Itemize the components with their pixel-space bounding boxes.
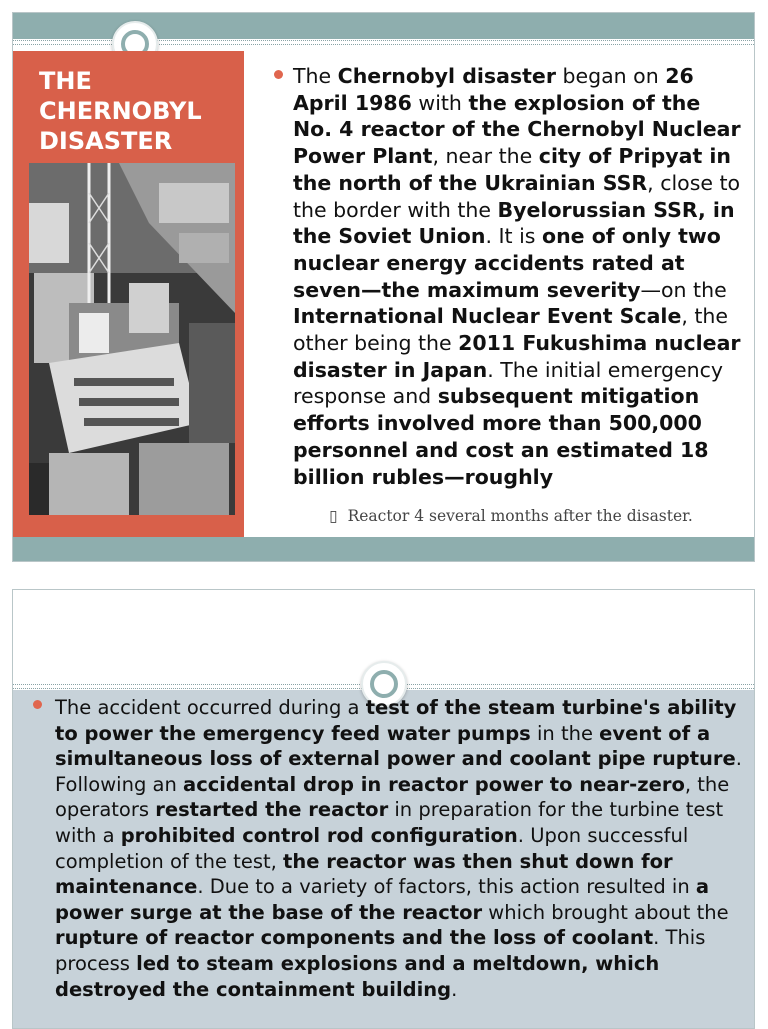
- bold-text-run: Byelorussian SSR, in the Soviet Union: [293, 197, 735, 249]
- text-run: The: [293, 64, 338, 88]
- text-run: began on: [555, 64, 666, 88]
- bold-text-run: subsequent mitigation efforts involved more than 500,000 personnel and cost an estimated 18 billion rubles—roughly: [293, 384, 709, 489]
- text-run: The accident occurred during a: [55, 696, 366, 719]
- bold-text-run: test of the steam turbine's ability to power the emergency feed water pumps: [55, 696, 737, 745]
- bold-text-run: International Nuclear Event Scale: [293, 304, 682, 329]
- photo-caption: [311, 505, 711, 527]
- bullet-dot-icon: [274, 70, 283, 79]
- bullet-dot-icon: [33, 700, 42, 709]
- bold-text-run: led to steam explosions and a meltdown, which destroyed the containment building: [55, 951, 660, 1001]
- image-placeholder-icon: ▯: [329, 507, 338, 525]
- bold-text-run: the reactor was then shut down for maintenance: [55, 849, 673, 899]
- text-run: . Following an: [55, 747, 742, 796]
- bold-text-run: event of a simultaneous loss of external power and coolant pipe rupture: [55, 721, 736, 771]
- photo-caption-text: Reactor 4 several months after the disaster.: [347, 507, 693, 525]
- text-run: , the operators: [55, 772, 730, 822]
- bold-text-run: a power surge at the base of the reactor: [55, 875, 710, 924]
- slide-bottom-band: [13, 537, 754, 562]
- slide-1: [12, 12, 755, 562]
- text-run: , close to the border with the: [293, 170, 741, 222]
- bold-text-run: Chernobyl disaster: [337, 64, 556, 88]
- text-run: which brought about the: [482, 900, 729, 924]
- bullet-paragraph: [55, 695, 745, 1002]
- text-run: .: [451, 977, 458, 1001]
- bold-text-run: prohibited control rod configuration: [120, 823, 518, 847]
- bold-text-run: city of Pripyat in the north of the Ukrainian SSR: [293, 144, 732, 195]
- text-run: . The initial emergency response and: [293, 357, 724, 409]
- text-run: , near the: [432, 144, 539, 169]
- text-run: in preparation for the turbine test with a: [55, 798, 724, 847]
- slide-title: THE CHERNOBYL DISASTER: [39, 67, 202, 155]
- bold-text-run: 2011 Fukushima nuclear disaster in Japan: [293, 331, 741, 382]
- bold-text-run: the explosion of the No. 4 reactor of the Chernobyl Nuclear Power Plant: [293, 90, 741, 169]
- bold-text-run: one of only two nuclear energy accidents rated at seven—the maximum severity: [293, 224, 721, 302]
- bold-text-run: accidental drop in reactor power to near-zero: [183, 772, 685, 796]
- bullet-paragraph: [293, 63, 743, 490]
- text-run: in the: [530, 721, 600, 745]
- text-run: . Due to a variety of factors, this action resulted in: [197, 875, 696, 899]
- text-run: . This process: [55, 926, 706, 975]
- text-run: with: [411, 90, 469, 115]
- text-run: , the other being the: [293, 304, 729, 356]
- reactor-photo: [29, 163, 235, 515]
- slide-2: [12, 589, 755, 1029]
- bold-text-run: 26 April 1986: [293, 64, 694, 115]
- text-run: . Upon successful completion of the test,: [55, 823, 689, 873]
- text-run: . It is: [485, 224, 542, 249]
- text-run: —on the: [640, 277, 727, 302]
- bold-text-run: rupture of reactor components and the loss of coolant: [55, 926, 654, 950]
- bold-text-run: restarted the reactor: [155, 798, 389, 822]
